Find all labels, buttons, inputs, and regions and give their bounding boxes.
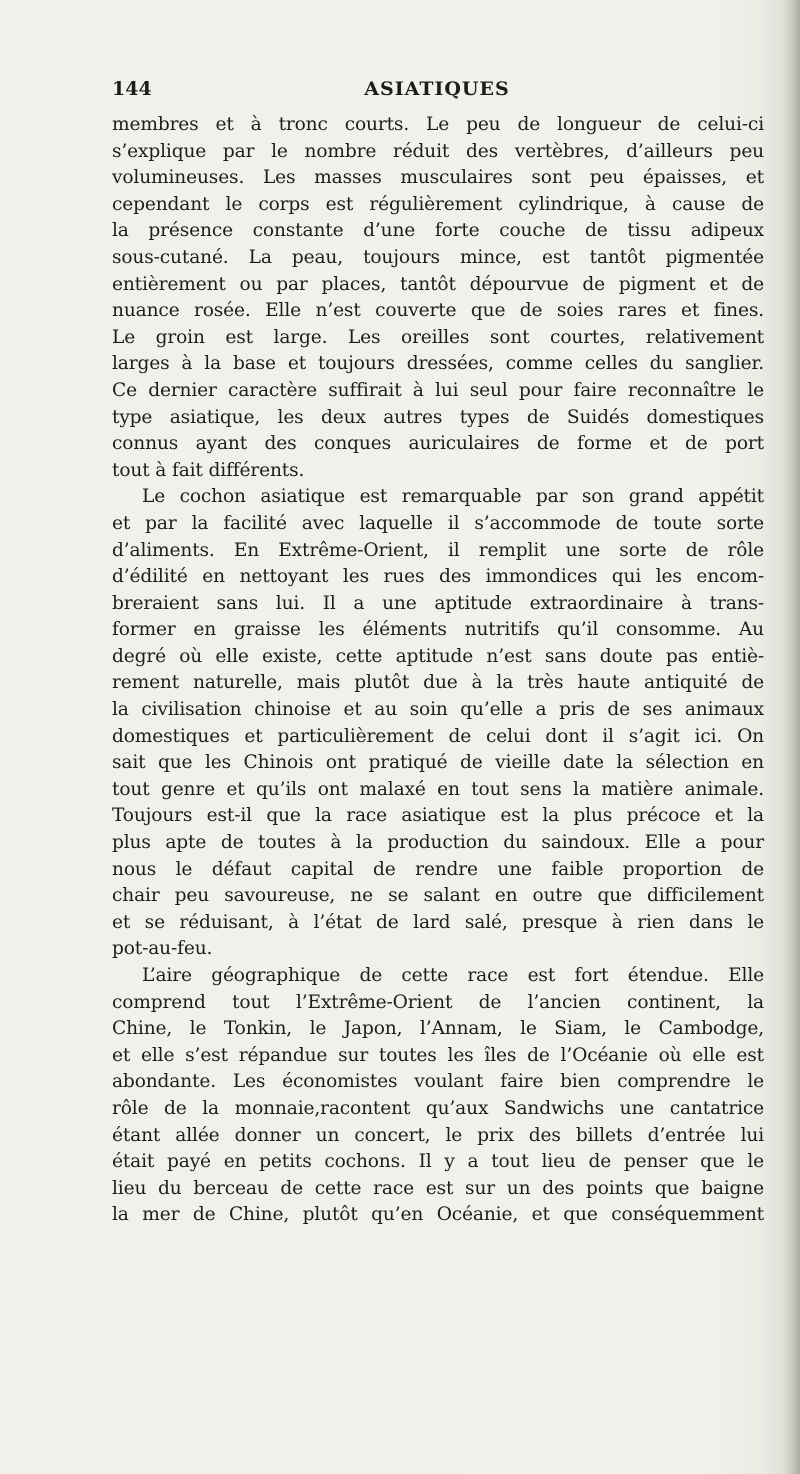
text-line: étant allée donner un concert, le prix des billets d’entrée lui — [112, 1124, 764, 1146]
text-line: abondante. Les économistes voulant faire bien comprendre le — [112, 1071, 764, 1093]
running-head: ASIATIQUES — [364, 78, 510, 100]
text-line: et par la facilité avec laquelle il s’accommode de toute sorte — [112, 512, 764, 534]
text-line: tout genre et qu’ils ont malaxé en tout sens la matière animale. — [112, 778, 764, 800]
text-line: type asiatique, les deux autres types de Suidés domestiques — [112, 406, 764, 428]
text-line: volumineuses. Les masses musculaires sont peu épaisses, et — [112, 167, 764, 189]
text-line: Chine, le Tonkin, le Japon, l’Annam, le Siam, le Cambodge, — [112, 1018, 764, 1040]
text-line: comprend tout l’Extrême-Orient de l’ancien continent, la — [112, 991, 764, 1013]
text-line: sous-cutané. La peau, toujours mince, est tantôt pigmentée — [112, 246, 764, 268]
text-line: cependant le corps est régulièrement cylindrique, à cause de — [112, 193, 764, 215]
body-text — [112, 112, 764, 1229]
text-line: sait que les Chinois ont pratiqué de vieille date la sélection en — [112, 752, 764, 774]
text-line: nuance rosée. Elle n’est couverte que de soies rares et fines. — [112, 300, 764, 322]
text-line: Le cochon asiatique est remarquable par son grand appétit — [142, 486, 764, 508]
text-line: domestiques et particulièrement de celui dont il s’agit ici. On — [112, 725, 764, 747]
text-line: s’explique par le nombre réduit des vertèbres, d’ailleurs peu — [112, 140, 764, 162]
text-line: nous le défaut capital de rendre une faible proportion de — [112, 858, 764, 880]
text-line: plus apte de toutes à la production du saindoux. Elle a pour — [112, 832, 764, 854]
text-line: L’aire géographique de cette race est fort étendue. Elle — [142, 965, 764, 986]
text-line: la présence constante d’une forte couche de tissu adipeux — [112, 220, 764, 242]
text-line: Toujours est-il que la race asiatique est la plus précoce et la — [112, 805, 764, 827]
text-line: lieu du berceau de cette race est sur un des points que baigne — [112, 1177, 764, 1199]
text-line: larges à la base et toujours dressées, comme celles du sanglier. — [112, 353, 764, 375]
text-line: breraient sans lui. Il a une aptitude extraordinaire à trans- — [112, 592, 764, 614]
text-line: entièrement ou par places, tantôt dépourvue de pigment et de — [112, 273, 764, 295]
text-line: membres et à tronc courts. Le peu de longueur de celui-ci — [112, 114, 764, 135]
text-line: pot-au-feu. — [112, 938, 213, 960]
text-line: rement naturelle, mais plutôt due à la très haute antiquité de — [112, 672, 764, 694]
text-line: Ce dernier caractère suffirait à lui seul pour faire reconnaître le — [112, 379, 764, 401]
text-line: était payé en petits cochons. Il y a tout lieu de penser que le — [112, 1151, 764, 1173]
page-edge-shadow — [782, 0, 800, 1474]
text-line: tout à fait différents. — [112, 459, 305, 481]
text-line: d’édilité en nettoyant les rues des immondices qui les encom- — [112, 566, 764, 588]
text-line: Le groin est large. Les oreilles sont courtes, relativement — [112, 326, 764, 348]
page-header — [112, 78, 762, 108]
text-line: degré où elle existe, cette aptitude n’est sans doute pas entiè- — [112, 645, 764, 667]
text-line: et elle s’est répandue sur toutes les îles de l’Océanie où elle est — [112, 1044, 764, 1066]
text-line: la civilisation chinoise et au soin qu’elle a pris de ses animaux — [112, 699, 764, 721]
text-line: d’aliments. En Extrême-Orient, il remplit une sorte de rôle — [112, 539, 764, 561]
text-line: et se réduisant, à l’état de lard salé, presque à rien dans le — [112, 911, 764, 933]
text-line: rôle de la monnaie,racontent qu’aux Sandwichs une cantatrice — [112, 1097, 764, 1119]
page-number: 144 — [112, 78, 152, 100]
text-line: connus ayant des conques auriculaires de forme et de port — [112, 433, 764, 455]
text-line: la mer de Chine, plutôt qu’en Océanie, et que conséquemment — [112, 1204, 764, 1226]
text-line: chair peu savoureuse, ne se salant en outre que difficilement — [112, 885, 764, 907]
text-line: former en graisse les éléments nutritifs qu’il consomme. Au — [112, 619, 764, 641]
